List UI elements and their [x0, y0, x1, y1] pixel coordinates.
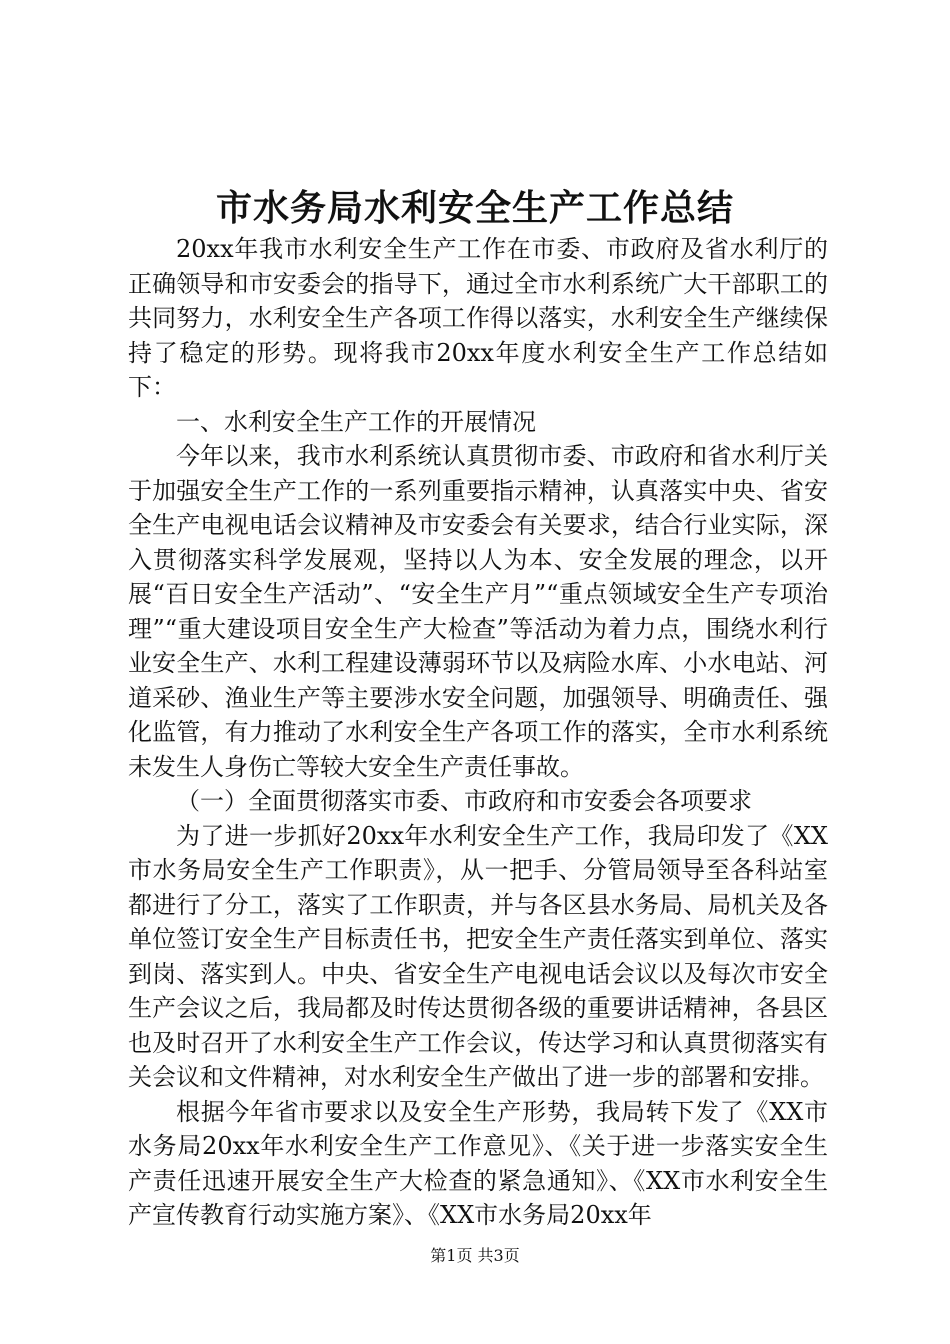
page-footer: 第1页 共3页	[430, 1246, 520, 1265]
document-title: 市水务局水利安全生产工作总结	[215, 187, 734, 229]
paragraph-overview: 今年以来，我市水利系统认真贯彻市委、市政府和省水利厅关于加强安全生产工作的一系列重要指示精神，认真落实中央、省安全生产电视电话会议精神及市安委会有关要求，结合行业实际，深入贯彻落实科学发展观，坚持以人为本、安全发展的理念，以开展“百日安全生产活动”、“安全生产月”“重点领域安全生产专项治理”“重大建设项目安全生产大检查”等活动为着力点，围绕水利行业安全生产、水利工程建设薄弱环节以及病险水库、小水电站、河道采砂、渔业生产等主要涉水安全问题，加强领导、明确责任、强化监管，有力推动了水利安全生产各项工作的落实，全市水利系统未发生人身伤亡等较大安全生产责任事故。	[128, 442, 828, 781]
paragraph-documents: 根据今年省市要求以及安全生产形势，我局转下发了《XX市水务局20xx年水利安全生产工作意见》、《关于进一步落实安全生产责任迅速开展安全生产大检查的紧急通知》、《XX市水利安全生产宣传教育行动实施方案》、《XX市水务局20xx年	[128, 1097, 828, 1229]
paragraph-responsibility: 为了进一步抓好20xx年水利安全生产工作，我局印发了《XX市水务局安全生产工作职责》，从一把手、分管局领导至各科站室都进行了分工，落实了工作职责，并与各区县水务局、局机关及各单位签订安全生产目标责任书，把安全生产责任落实到单位、落实到岗、落实到人。中央、省安全生产电视电话会议以及每次市安全生产会议之后，我局都及时传达贯彻各级的重要讲话精神，各县区也及时召开了水利安全生产工作会议，传达学习和认真贯彻落实有关会议和文件精神，对水利安全生产做出了进一步的部署和安排。	[128, 821, 828, 1091]
paragraph-intro: 20xx年我市水利安全生产工作在市委、市政府及省水利厅的正确领导和市安委会的指导下，通过全市水利系统广大干部职工的共同努力，水利安全生产各项工作得以落实，水利安全生产继续保持了稳定的形势。现将我市20xx年度水利安全生产工作总结如下：	[128, 235, 828, 401]
document-body	[128, 232, 828, 1233]
section-heading-1: 一、水利安全生产工作的开展情况	[176, 407, 536, 436]
subsection-heading-1: （一）全面贯彻落实市委、市政府和市安委会各项要求	[176, 787, 752, 815]
